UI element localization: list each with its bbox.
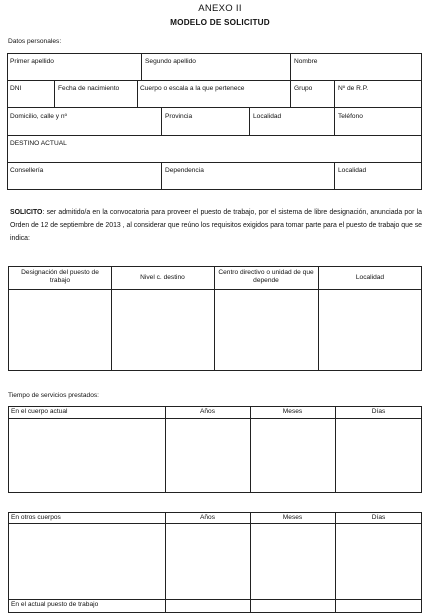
telefono-field[interactable]: Teléfono [338, 113, 363, 120]
dni-field[interactable]: DNI [10, 85, 22, 92]
col-divider [290, 80, 291, 107]
th-centro-directivo: Centro directivo o unidad de que depende [218, 269, 314, 284]
solicito-paragraph [10, 206, 422, 245]
anos-header: Años [199, 514, 216, 521]
col-divider [334, 107, 335, 135]
col-divider [137, 80, 138, 107]
segundo-apellido-field[interactable]: Segundo apellido [145, 58, 196, 65]
col-divider [161, 162, 162, 190]
dependencia-field[interactable]: Dependencia [165, 167, 204, 174]
col-divider [54, 80, 55, 107]
anos-header: Años [199, 408, 216, 415]
th-designacion: Designación del puesto de trabajo [21, 269, 99, 284]
localidad-field[interactable]: Localidad [253, 113, 282, 120]
primer-apellido-field[interactable]: Primer apellido [10, 58, 54, 65]
destino-actual-label: DESTINO ACTUAL [10, 140, 67, 147]
col-divider [334, 162, 335, 190]
nrp-field[interactable]: Nº de R.P. [338, 85, 369, 92]
servicios-section-label: Tiempo de servicios prestados: [8, 392, 100, 399]
col-divider [290, 53, 291, 80]
grupo-field[interactable]: Grupo [294, 85, 313, 92]
otros-meses-cell[interactable] [251, 524, 334, 598]
meses-header: Meses [282, 514, 303, 521]
annex-label: ANEXO II [198, 3, 242, 14]
th-nivel: Nivel c. destino [140, 274, 185, 281]
otros-cuerpos-label: En otros cuerpos [11, 514, 61, 521]
personal-section-label: Datos personales: [8, 38, 62, 45]
col-divider [161, 107, 162, 135]
col-divider [249, 107, 250, 135]
col-divider [334, 80, 335, 107]
localidad-cell[interactable] [319, 290, 421, 370]
fecha-nacimiento-field[interactable]: Fecha de nacimiento [58, 85, 120, 92]
puesto-dias-cell[interactable] [336, 600, 421, 612]
actual-meses-cell[interactable] [251, 419, 334, 492]
th-localidad: Localidad [355, 274, 385, 281]
domicilio-field[interactable]: Domicilio, calle y nº [10, 113, 68, 120]
nombre-field[interactable]: Nombre [294, 58, 318, 65]
otros-dias-cell[interactable] [336, 524, 421, 598]
cuerpo-actual-label: En el cuerpo actual [11, 408, 68, 415]
centro-cell[interactable] [215, 290, 317, 370]
solicito-text: : ser admitido/a en la convocatoria para proveer el puesto de trabajo, por el sistema de libre designación, anunciada por la Orden de 12 de septiembre de 2013 , al considerar que reúno los requisitos exigidos para tomar parte para el puesto de trabajo que se indica: [10, 209, 422, 242]
provincia-field[interactable]: Provincia [165, 113, 193, 120]
dias-header: Días [371, 514, 386, 521]
puesto-anos-cell[interactable] [166, 600, 249, 612]
puesto-meses-cell[interactable] [251, 600, 334, 612]
solicito-label: SOLICITO [10, 209, 43, 216]
designacion-cell[interactable] [9, 290, 110, 370]
row-divider [7, 107, 422, 108]
form-title: MODELO DE SOLICITUD [170, 18, 270, 27]
row-divider [7, 80, 422, 81]
row-divider [7, 162, 422, 163]
meses-header: Meses [282, 408, 303, 415]
otros-anos-cell[interactable] [166, 524, 249, 598]
dias-header: Días [371, 408, 386, 415]
row-divider [7, 135, 422, 136]
actual-anos-cell[interactable] [166, 419, 249, 492]
localidad-destino-field[interactable]: Localidad [338, 167, 367, 174]
col-divider [141, 53, 142, 80]
conselleria-field[interactable]: Consellería [10, 167, 44, 174]
actual-puesto-label: En el actual puesto de trabajo [11, 601, 99, 608]
nivel-cell[interactable] [112, 290, 213, 370]
actual-dias-cell[interactable] [336, 419, 421, 492]
cuerpo-escala-field[interactable]: Cuerpo o escala a la que pertenece [140, 85, 245, 92]
